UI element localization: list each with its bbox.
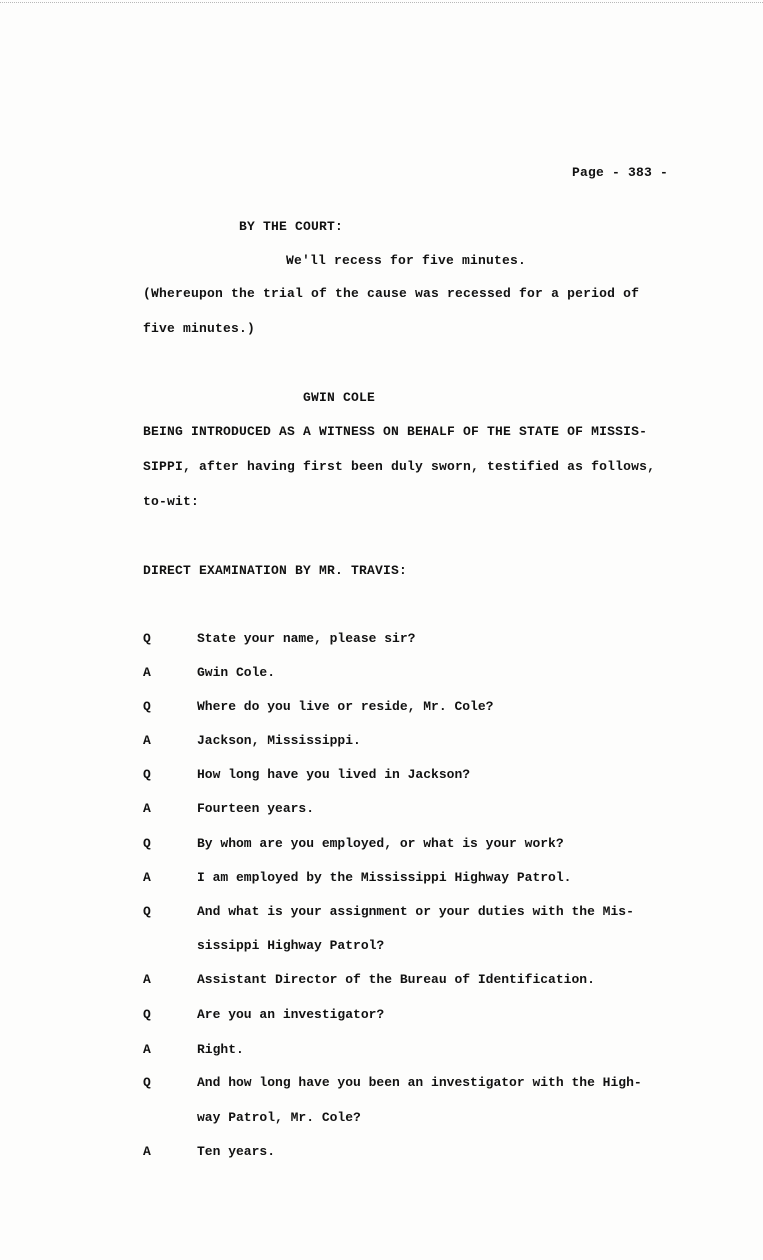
speaker-label: A — [143, 801, 151, 816]
testimony-line: Ten years. — [197, 1144, 276, 1159]
speaker-label: A — [143, 1042, 151, 1057]
testimony-line: How long have you lived in Jackson? — [197, 767, 471, 782]
page-number: Page - 383 - — [572, 165, 669, 180]
testimony-line: And how long have you been an investigator with the High- — [197, 1075, 642, 1090]
speaker-label: Q — [143, 1075, 151, 1090]
speaker-label: Q — [143, 904, 151, 919]
court-heading: BY THE COURT: — [239, 219, 344, 234]
testimony-line: State your name, please sir? — [197, 631, 416, 646]
testimony-line: way Patrol, Mr. Cole? — [197, 1110, 361, 1125]
speaker-label: Q — [143, 1007, 151, 1022]
testimony-line: By whom are you employed, or what is your work? — [197, 836, 564, 851]
recess-note-line-2: five minutes.) — [143, 321, 256, 336]
testimony-line: Where do you live or reside, Mr. Cole? — [197, 699, 494, 714]
testimony-line: And what is your assignment or your duties with the Mis- — [197, 904, 634, 919]
testimony-line: Gwin Cole. — [197, 665, 276, 680]
recess-note-line-1: (Whereupon the trial of the cause was recessed for a period of — [143, 286, 640, 301]
speaker-label: Q — [143, 767, 151, 782]
speaker-label: Q — [143, 836, 151, 851]
testimony-line: I am employed by the Mississippi Highway Patrol. — [197, 870, 572, 885]
witness-intro-line-1: BEING INTRODUCED AS A WITNESS ON BEHALF OF THE STATE OF MISSIS- — [143, 424, 648, 439]
examination-heading: DIRECT EXAMINATION BY MR. TRAVIS: — [143, 563, 408, 578]
witness-name: GWIN COLE — [303, 390, 376, 405]
speaker-label: Q — [143, 699, 151, 714]
speaker-label: A — [143, 972, 151, 987]
court-statement: We'll recess for five minutes. — [286, 253, 527, 268]
testimony-line: Are you an investigator? — [197, 1007, 385, 1022]
testimony-line: sissippi Highway Patrol? — [197, 938, 385, 953]
witness-intro-line-3: to-wit: — [143, 494, 200, 509]
testimony-line: Right. — [197, 1042, 244, 1057]
speaker-label: A — [143, 733, 151, 748]
testimony-line: Jackson, Mississippi. — [197, 733, 361, 748]
page-top-edge — [0, 2, 763, 5]
witness-intro-line-2: SIPPI, after having first been duly sworn, testified as follows, — [143, 459, 656, 474]
speaker-label: A — [143, 1144, 151, 1159]
speaker-label: A — [143, 665, 151, 680]
speaker-label: A — [143, 870, 151, 885]
speaker-label: Q — [143, 631, 151, 646]
testimony-line: Assistant Director of the Bureau of Identification. — [197, 972, 595, 987]
testimony-line: Fourteen years. — [197, 801, 315, 816]
